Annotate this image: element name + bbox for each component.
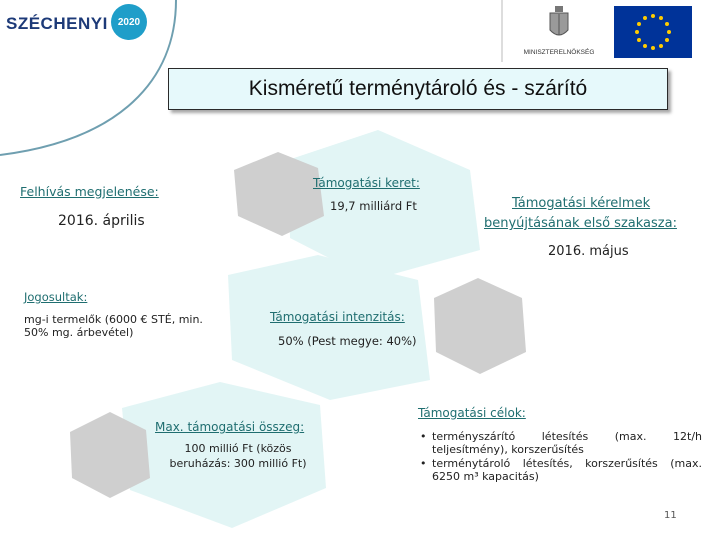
celok-bullet-1: [418, 430, 702, 456]
celok-bullet-2-line1: terménytároló létesítés, korszerűsítés (max.: [432, 457, 702, 470]
hex-cell-grey-right: [434, 278, 526, 374]
celok-list: [418, 430, 702, 483]
max-osszeg-value-line1: 100 millió Ft (közös: [184, 442, 292, 455]
celok-bullet-1-line1: terményszárító létesítés (max. 12t/h: [432, 430, 702, 443]
keret-value: 19,7 milliárd Ft: [330, 199, 417, 213]
jogosultak-label: Jogosultak:: [24, 290, 88, 304]
kerelmek-label-line1: Támogatási kérelmek: [512, 196, 651, 211]
intenzitas-value: 50% (Pest megye: 40%): [278, 334, 417, 348]
kerelmek-value: 2016. május: [548, 244, 629, 259]
celok-bullet-1-line2: teljesítmény), korszerűsítés: [432, 443, 584, 456]
eu-flag-icon: [614, 6, 692, 58]
hex-cell-max: [122, 382, 326, 528]
celok-bullet-2: [418, 457, 702, 483]
szechenyi-logo: [6, 4, 146, 40]
keret-label: Támogatási keret:: [313, 176, 420, 190]
logo-text: SZÉCHENYI: [6, 14, 108, 33]
kerelmek-label-line2: benyújtásának első szakasza:: [484, 216, 677, 231]
bullet-dot-icon: •: [420, 430, 427, 443]
intenzitas-label: Támogatási intenzitás:: [270, 310, 405, 324]
logo-badge: [111, 4, 147, 40]
max-osszeg-value-line2: beruházás: 300 millió Ft): [169, 457, 307, 470]
coat-of-arms-icon: [547, 6, 571, 42]
hex-cell-intenzitas: [228, 255, 430, 400]
felhivas-label: Felhívás megjelenése:: [20, 184, 159, 199]
felhivas-value: 2016. április: [58, 213, 145, 229]
page-number: 11: [664, 510, 677, 521]
ministry-emblem: [512, 6, 606, 62]
logo-badge-text: 2020: [117, 16, 141, 28]
bullet-dot-icon: •: [420, 457, 427, 470]
max-osszeg-label: Max. támogatási összeg:: [155, 420, 305, 434]
jogosultak-value-line2: 50% mg. árbevétel): [24, 326, 134, 339]
jogosultak-value-line1: mg-i termelők (6000 € STÉ, min.: [24, 313, 203, 326]
title-box: [168, 68, 668, 110]
ministry-text: MINISZTERELNÖKSÉG: [523, 49, 595, 56]
celok-label: Támogatási célok:: [418, 406, 526, 420]
page-title: Kisméretű terménytároló és - szárító: [248, 77, 588, 100]
celok-bullet-2-line2: 6250 m³ kapacitás): [432, 470, 539, 483]
